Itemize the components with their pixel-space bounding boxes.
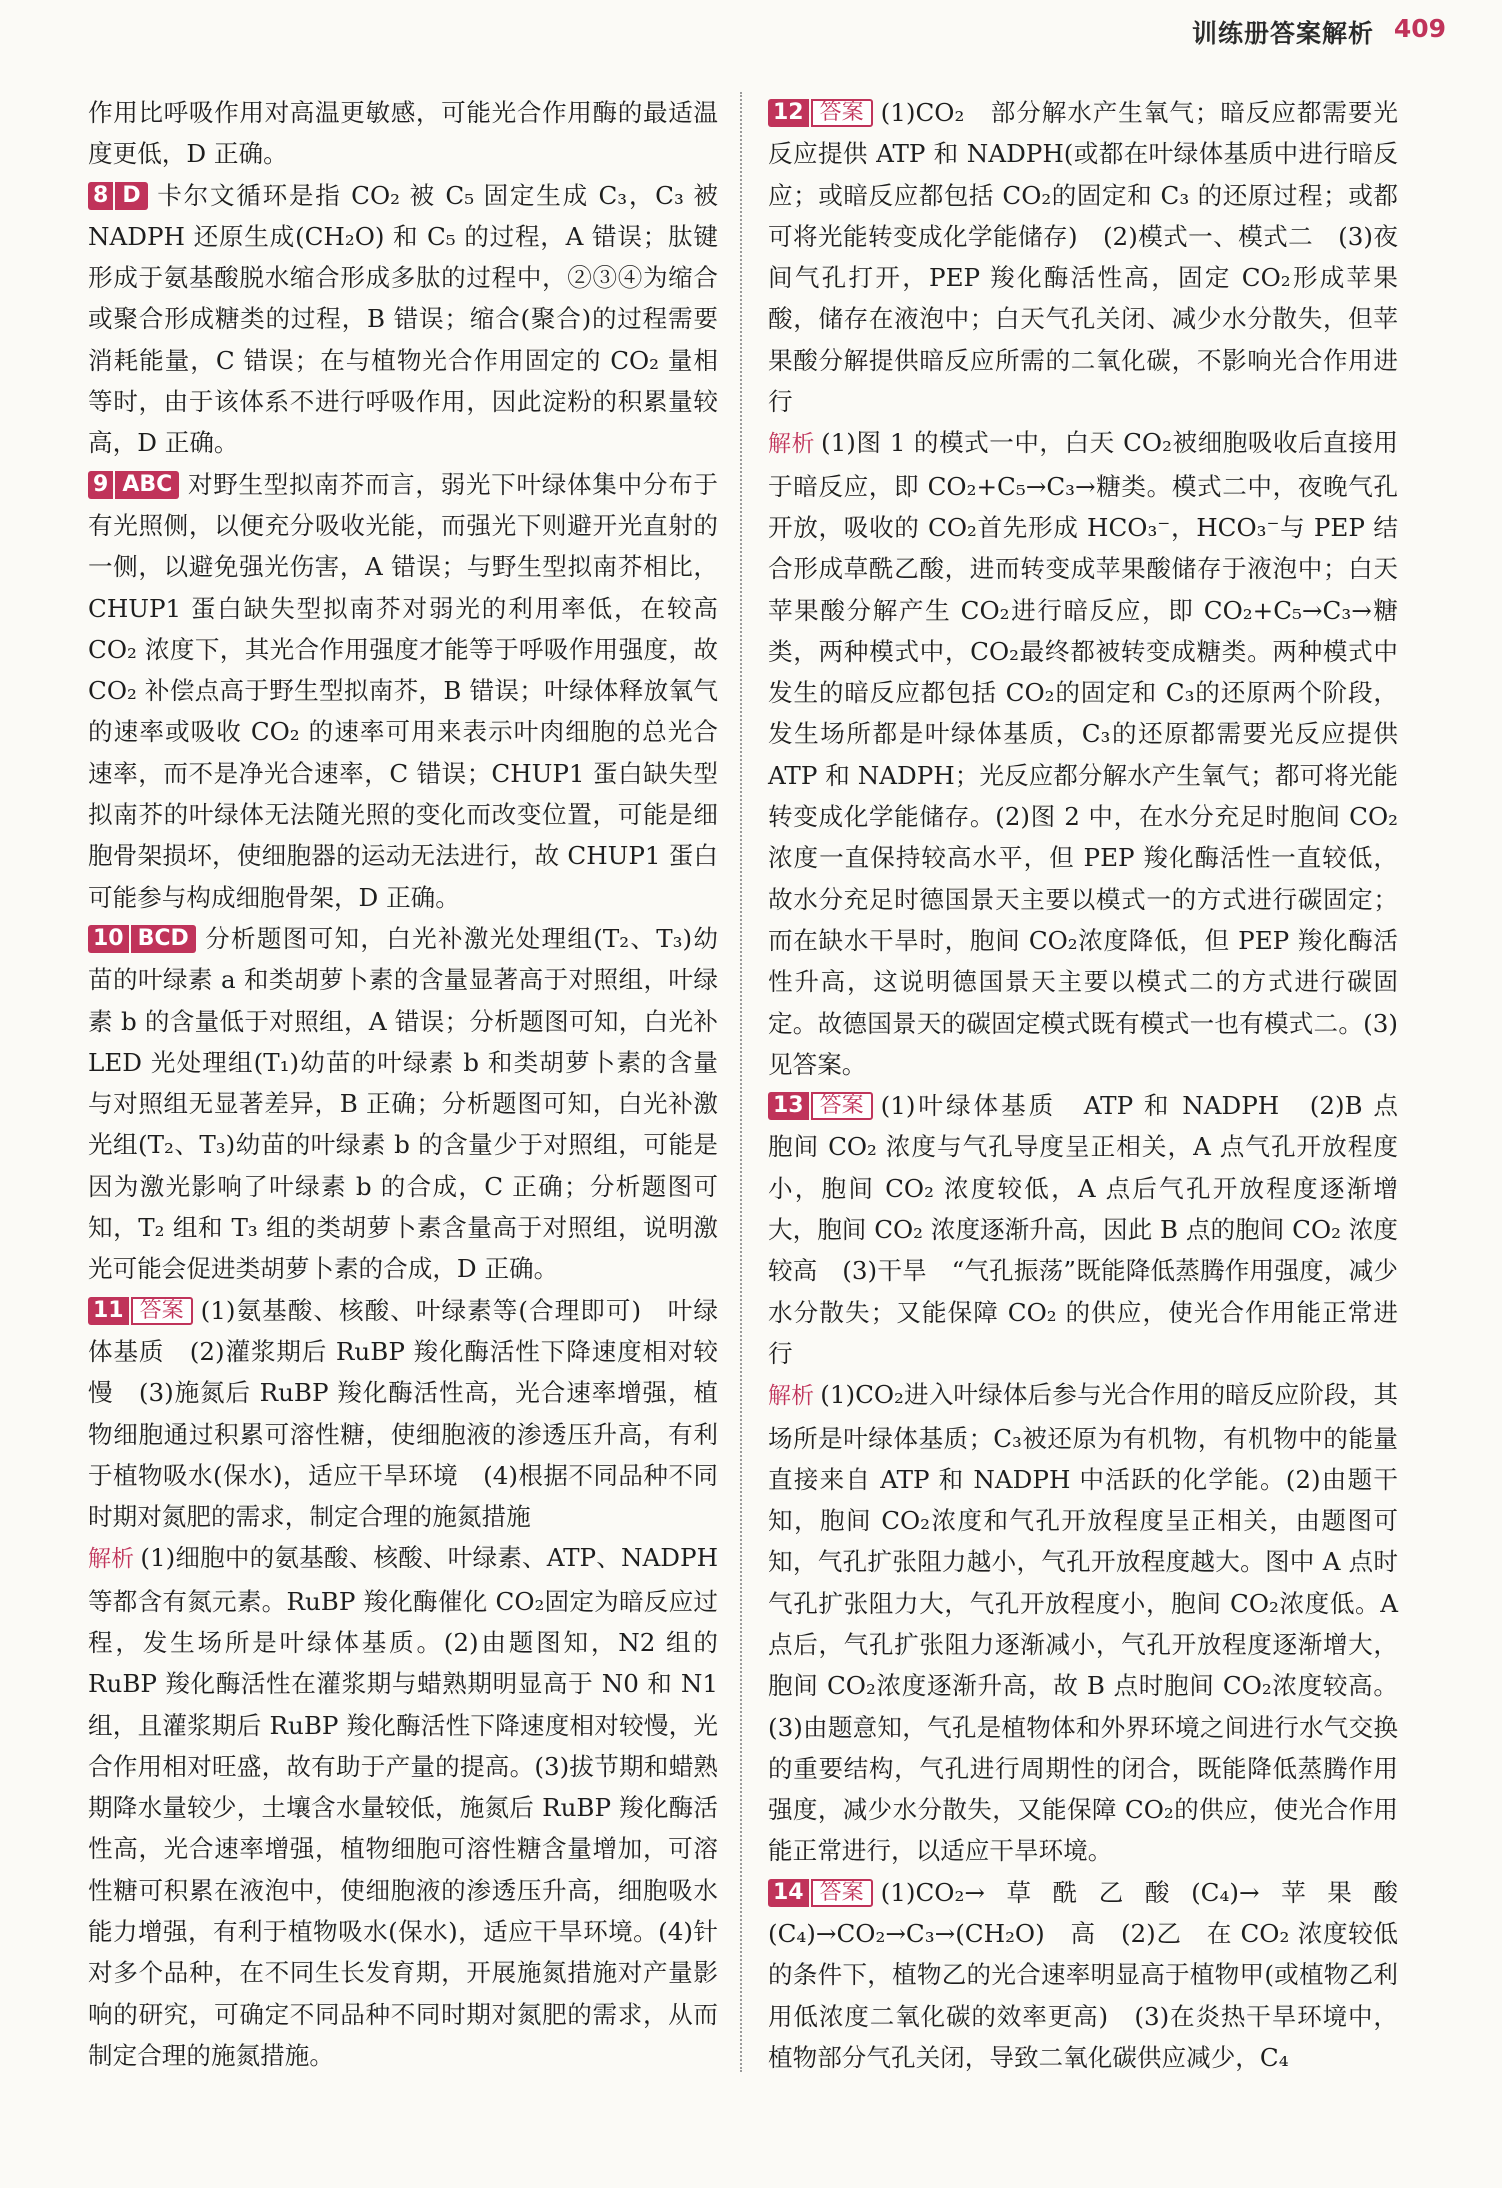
paragraph-text: (1)CO₂进入叶绿体后参与光合作用的暗反应阶段，其场所是叶绿体基质；C₃被还原为有机物，有机物中的能量直接来自 ATP 和 NADPH 中活跃的化学能。(2)由题干知，胞间 CO₂浓度和气孔开放程度呈正相关，由题图可知，气孔扩张阻力越小，气孔开放程度越大。图中 A 点时气孔扩张阻力大，气孔开放程度小，胞间 CO₂浓度低。A 点后，气孔扩张阻力逐渐减小，气孔开放程度逐渐增大，胞间 CO₂浓度逐渐升高，故 B 点时胞间 CO₂浓度较高。(3)由题意知，气孔是植物体和外界环境之间进行水气交换的重要结构，气孔进行周期性的闭合，既能降低蒸腾作用强度，减少水分散失，又能保障 CO₂的供应，使光合作用能正常进行，以适应干旱环境。 (768, 1380, 1399, 1866)
answer-label: D (115, 182, 147, 210)
answer-label: ABC (115, 471, 179, 499)
question-number-badge (768, 99, 873, 127)
analysis-paragraph (88, 1537, 718, 2076)
paragraph-text: (1)叶绿体基质 ATP 和 NADPH (2)B 点 胞间 CO₂ 浓度与气孔导度呈正相关，A 点气孔开放程度小，胞间 CO₂ 浓度较低，A 点后气孔开放程度逐渐增大，胞间 CO₂ 浓度逐渐升高，因此 B 点的胞间 CO₂ 浓度较高 (3)干旱 “气孔振荡”既能降低蒸腾作用强度，减少水分散失；又能保障 CO₂ 的供应，使光合作用能正常进行 (768, 1091, 1423, 1368)
answer-item-8 (88, 175, 718, 464)
page-header (0, 0, 1502, 80)
question-number-badge (88, 1297, 193, 1325)
analysis-label: 解析 (768, 431, 816, 458)
paragraph-text: (1)CO₂→草酰乙酸(C₄)→苹果酸(C₄)→CO₂→C₃→(CH₂O) 高 (2)乙 在 CO₂ 浓度较低的条件下，植物乙的光合速率明显高于植物甲(或植物乙利用低浓度二氧化碳的效率更高) (3)在炎热干旱环境中，植物部分气孔关闭，导致二氧化碳供应减少，C₄ (768, 1877, 1398, 2072)
paragraph-text: (1)图 1 的模式一中，白天 CO₂被细胞吸收后直接用于暗反应，即 CO₂+C₅→C₃→糖类。模式二中，夜晚气孔开放，吸收的 CO₂首先形成 HCO₃⁻，HCO₃⁻与 PEP 结合形成草酰乙酸，进而转变成苹果酸储存于液泡中；白天苹果酸分解产生 CO₂进行暗反应，即 CO₂+C₅→C₃→糖类，两种模式中，CO₂最终都被转变成糖类。两种模式中发生的暗反应都包括 CO₂的固定和 C₃的还原两个阶段，发生场所都是叶绿体基质，C₃的还原都需要光反应提供 ATP 和 NADPH；光反应都分解水产生氧气；都可将光能转变成化学能储存。(2)图 2 中，在水分充足时胞间 CO₂浓度一直保持较高水平，但 PEP 羧化酶活性一直较低，故水分充足时德国景天主要以模式一的方式进行碳固定；而在缺水干旱时，胞间 CO₂浓度降低，但 PEP 羧化酶活性升高，这说明德国景天主要以模式二的方式进行碳固定。故德国景天的碳固定模式既有模式一也有模式二。(3)见答案。 (768, 428, 1398, 1079)
header-title: 训练册答案解析 (1191, 19, 1374, 48)
answer-label: 答案 (811, 1879, 873, 1907)
question-number: 8 (88, 182, 113, 210)
answer-item-14 (768, 1872, 1398, 2078)
analysis-label: 解析 (768, 1383, 815, 1410)
answer-item-12 (768, 92, 1398, 422)
text-paragraph (88, 92, 718, 175)
answer-item-10 (88, 918, 718, 1290)
paragraph-text: 对野生型拟南芥而言，弱光下叶绿体集中分布于有光照侧，以便充分吸收光能，而强光下则避开光直射的一侧，以避免强光伤害，A 错误；与野生型拟南芥相比，CHUP1 蛋白缺失型拟南芥对弱光的利用率低，在较高 CO₂ 浓度下，其光合作用强度才能等于呼吸作用强度，故 CO₂ 补偿点高于野生型拟南芥，B 错误；叶绿体释放氧气的速率或吸收 CO₂ 的速率可用来表示叶肉细胞的总光合速率，而不是净光合速率，C 错误；CHUP1 蛋白缺失型拟南芥的叶绿体无法随光照的变化而改变位置，可能是细胞骨架损坏，使细胞器的运动无法进行，故 CHUP1 蛋白可能参与构成细胞骨架，D 正确。 (88, 469, 718, 912)
question-number: 13 (768, 1092, 809, 1120)
paragraph-text: 作用比呼吸作用对高温更敏感，可能光合作用酶的最适温度更低，D 正确。 (88, 98, 718, 169)
answer-item-11 (88, 1290, 718, 1538)
answer-label: BCD (131, 925, 196, 953)
analysis-label: 解析 (88, 1546, 135, 1573)
question-number-badge (768, 1092, 873, 1120)
question-number-badge (88, 182, 148, 210)
column-divider (740, 92, 742, 2072)
answer-label: 答案 (811, 1092, 873, 1120)
paragraph-text: (1)CO₂ 部分解水产生氧气；暗反应都需要光反应提供 ATP 和 NADPH(或都在叶绿体基质中进行暗反应；或暗反应都包括 CO₂的固定和 C₃ 的还原过程；或都可将光能转变成化学能储存) (2)模式一、模式二 (3)夜间气孔打开，PEP 羧化酶活性高，固定 CO₂形成苹果酸，储存在液泡中；白天气孔关闭、减少水分散失，但苹果酸分解提供暗反应所需的二氧化碳，不影响光合作用进行 (768, 98, 1398, 417)
answer-item-13 (768, 1085, 1423, 1374)
question-number: 10 (88, 925, 129, 953)
paragraph-text: (1)细胞中的氨基酸、核酸、叶绿素、ATP、NADPH 等都含有氮元素。RuBP 羧化酶催化 CO₂固定为暗反应过程，发生场所是叶绿体基质。(2)由题图知，N2 组的 RuBP 羧化酶活性在灌浆期与蜡熟期明显高于 N0 和 N1 组，且灌浆期后 RuBP 羧化酶活性下降速度相对较慢，光合作用相对旺盛，故有助于产量的提高。(3)拔节期和蜡熟期降水量较少，土壤含水量较低，施氮后 RuBP 羧化酶活性高，光合速率增强，植物细胞可溶性糖含量增加，可溶性糖可积累在液泡中，使细胞液的渗透压升高，细胞吸水能力增强，有利于植物吸水(保水)，适应干旱环境。(4)针对多个品种，在不同生长发育期，开展施氮措施对产量影响的研究，可确定不同品种不同时期对氮肥的需求，从而制定合理的施氮措施。 (88, 1543, 719, 2070)
left-column (88, 92, 718, 2076)
answer-label: 答案 (811, 99, 873, 127)
analysis-paragraph (768, 1374, 1398, 1872)
paragraph-text: 卡尔文循环是指 CO₂ 被 C₅ 固定生成 C₃，C₃ 被 NADPH 还原生成(CH₂O) 和 C₅ 的过程，A 错误；肽键形成于氨基酸脱水缩合形成多肽的过程中，②③④为缩合或聚合形成糖类的过程，B 错误；缩合(聚合)的过程需要消耗能量，C 错误；在与植物光合作用固定的 CO₂ 量相等时，由于该体系不进行呼吸作用，因此淀粉的积累量较高，D 正确。 (88, 180, 718, 458)
answer-label: 答案 (131, 1297, 193, 1325)
question-number-badge (88, 471, 179, 499)
page-number: 409 (1393, 14, 1446, 43)
question-number: 14 (768, 1879, 809, 1907)
question-number: 11 (88, 1297, 129, 1325)
paragraph-text: (1)氨基酸、核酸、叶绿素等(合理即可) 叶绿体基质 (2)灌浆期后 RuBP 羧化酶活性下降速度相对较慢 (3)施氮后 RuBP 羧化酶活性高，光合速率增强，植物细胞通过积累可溶性糖，使细胞液的渗透压升高，有利于植物吸水(保水)，适应干旱环境 (4)根据不同品种不同时期对氮肥的需求，制定合理的施氮措施 (88, 1295, 718, 1532)
question-number: 9 (88, 471, 113, 499)
answer-item-9 (88, 464, 718, 918)
question-number-badge (88, 925, 196, 953)
right-column (768, 92, 1423, 2078)
paragraph-text: 分析题图可知，白光补激光处理组(T₂、T₃)幼苗的叶绿素 a 和类胡萝卜素的含量显著高于对照组，叶绿素 b 的含量低于对照组，A 错误；分析题图可知，白光补 LED 光处理组(T₁)幼苗的叶绿素 b 和类胡萝卜素的含量与对照组无显著差异，B 正确；分析题图可知，白光补激光组(T₂、T₃)幼苗的叶绿素 b 的含量少于对照组，可能是因为激光影响了叶绿素 b 的合成，C 正确；分析题图可知，T₂ 组和 T₃ 组的类胡萝卜素含量高于对照组，说明激光可能会促进类胡萝卜素的合成，D 正确。 (88, 923, 718, 1284)
question-number: 12 (768, 99, 809, 127)
analysis-paragraph (768, 422, 1398, 1085)
question-number-badge (768, 1879, 873, 1907)
